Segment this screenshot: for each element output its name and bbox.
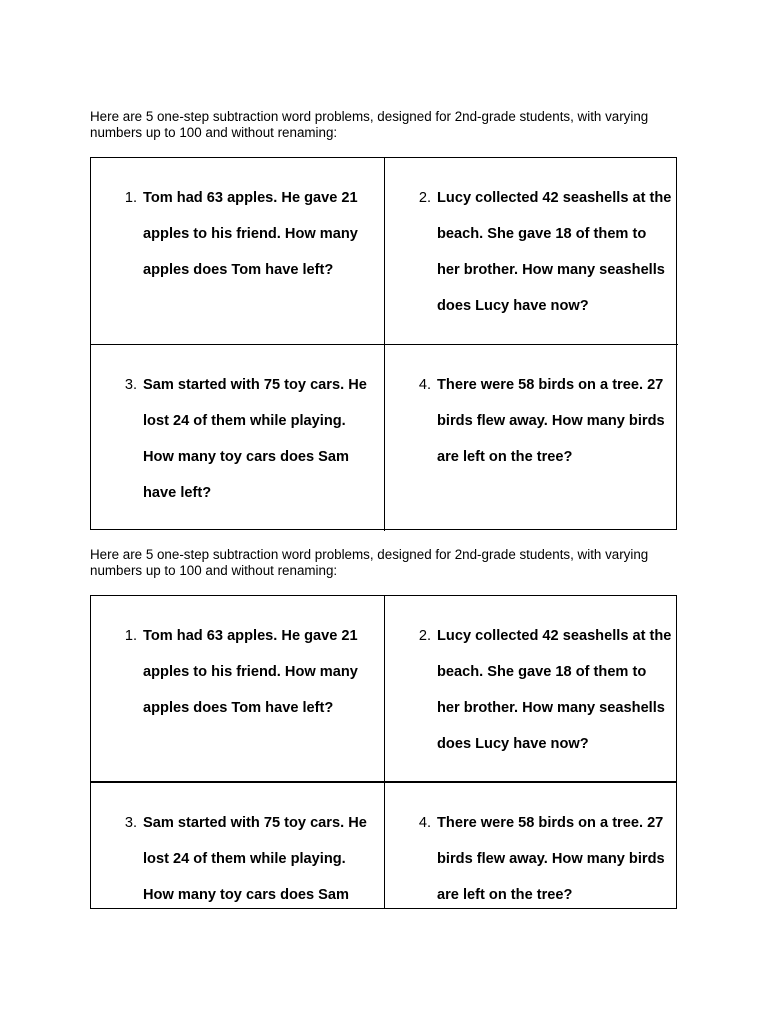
problem-cell bbox=[385, 596, 677, 783]
problem-table bbox=[90, 595, 677, 909]
problem-cell bbox=[91, 596, 385, 783]
problem-text: There were 58 birds on a tree. 27 birds flew away. How many birds are left on the tree? bbox=[437, 377, 665, 465]
problem-text: Tom had 63 apples. He gave 21 apples to his friend. How many apples does Tom have left? bbox=[143, 190, 358, 278]
problem-number: 3. bbox=[124, 815, 137, 831]
problem-number: 1. bbox=[124, 628, 137, 644]
problem-number: 2. bbox=[418, 628, 431, 644]
problem-text: Tom had 63 apples. He gave 21 apples to his friend. How many apples does Tom have left? bbox=[143, 628, 358, 716]
problem-text: There were 58 birds on a tree. 27 birds flew away. How many birds are left on the tree? bbox=[437, 815, 665, 903]
problem-cell bbox=[385, 345, 678, 531]
problem-cell bbox=[385, 158, 678, 345]
problem-text: Sam started with 75 toy cars. He lost 24 of them while playing. How many toy cars does Sam bbox=[143, 815, 367, 903]
problem-number: 2. bbox=[418, 190, 431, 206]
intro-paragraph: Here are 5 one-step subtraction word problems, designed for 2nd-grade students, with varying numbers up to 100 and without renaming: bbox=[90, 547, 649, 578]
problem-text: Lucy collected 42 seashells at the beach. She gave 18 of them to her brother. How many seashells does Lucy have now? bbox=[437, 628, 672, 752]
problem-number: 4. bbox=[418, 377, 431, 393]
problem-text: Sam started with 75 toy cars. He lost 24 of them while playing. How many toy cars does Sam have left? bbox=[143, 377, 367, 501]
problem-number: 1. bbox=[124, 190, 137, 206]
problem-number: 4. bbox=[418, 815, 431, 831]
intro-paragraph: Here are 5 one-step subtraction word problems, designed for 2nd-grade students, with varying numbers up to 100 and without renaming: bbox=[90, 109, 649, 140]
problem-table bbox=[90, 157, 677, 530]
problem-number: 3. bbox=[124, 377, 137, 393]
problem-cell bbox=[385, 783, 677, 909]
problem-text: Lucy collected 42 seashells at the beach. She gave 18 of them to her brother. How many seashells does Lucy have now? bbox=[437, 190, 672, 314]
problem-cell bbox=[91, 158, 385, 345]
problem-cell bbox=[91, 345, 385, 531]
problem-cell bbox=[91, 783, 385, 909]
